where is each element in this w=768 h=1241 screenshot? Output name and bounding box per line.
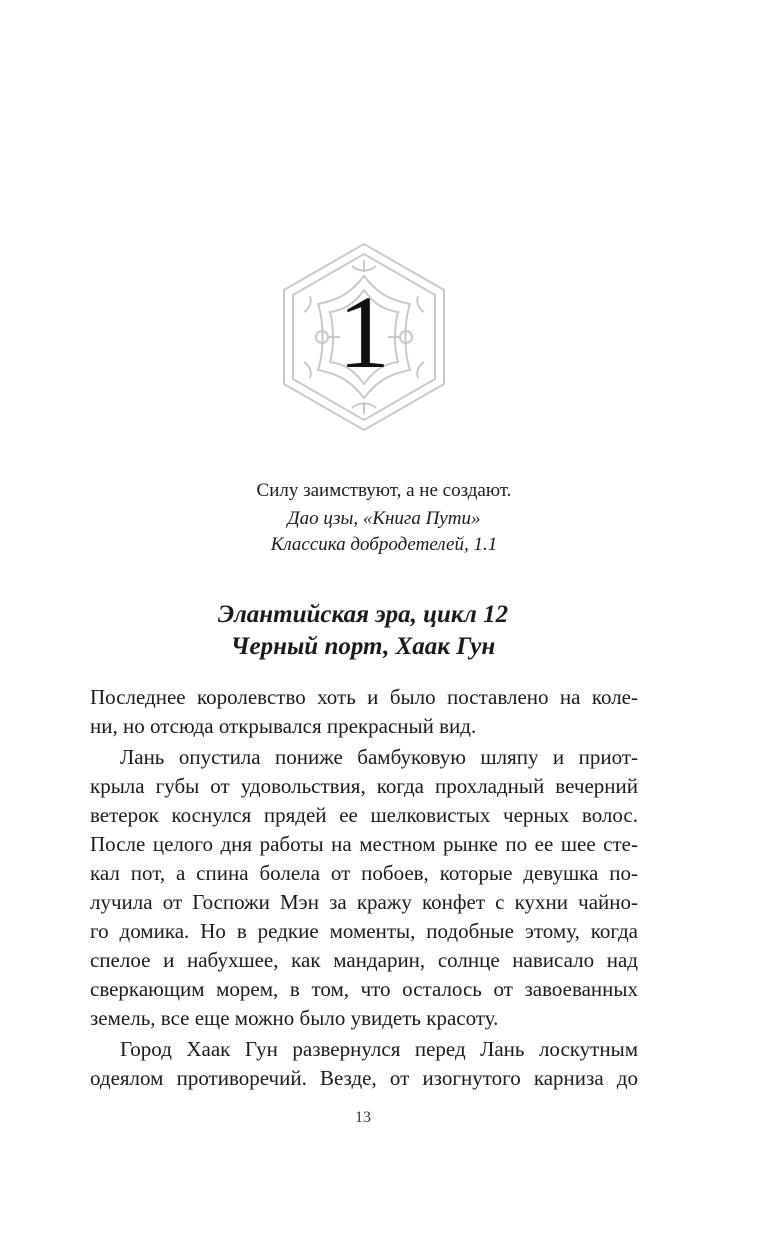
text-line: ни, но отсюда открывался прекрасный вид. xyxy=(90,714,477,738)
epigraph-source: Дао цзы, «Книга Пути» xyxy=(287,508,481,529)
text-line: лучила от Госпожи Мэн за кражу конфет с кухни чайно- xyxy=(90,890,638,914)
page-number: 13 xyxy=(355,1109,371,1126)
text-line: Город Хаак Гун развернулся перед Лань лоскутным xyxy=(120,1037,638,1061)
text-line: крыла губы от удовольствия, когда прохладный вечерний xyxy=(90,774,638,798)
text-line: После целого дня работы на местном рынке по ее шее сте- xyxy=(90,832,638,856)
text-line: сверкающим морем, в том, что осталось от завоеванных xyxy=(90,977,638,1001)
top-flourish xyxy=(352,260,376,272)
text-line: кал пот, а спина болела от побоев, которые девушка по- xyxy=(90,861,638,885)
chapter-heading-location: Черный порт, Хаак Гун xyxy=(230,633,496,660)
text-line: одеялом противоречий. Везде, от изогнутого карниза до xyxy=(90,1066,638,1090)
text-line: ветерок коснулся прядей ее шелковистых черных волос. xyxy=(90,803,638,827)
text-line: спелое и набухшее, как мандарин, солнце нависало над xyxy=(90,948,638,972)
text-line: Лань опустила пониже бамбуковую шляпу и приот- xyxy=(120,745,638,769)
body-text xyxy=(90,683,638,1093)
chapter-number: 1 xyxy=(338,275,390,390)
epigraph-source-detail: Классика добродетелей, 1.1 xyxy=(270,534,498,555)
bottom-flourish xyxy=(352,402,376,414)
text-line: земель, все еще можно было увидеть красоту. xyxy=(90,1006,499,1030)
text-line: го домика. Но в редкие моменты, подобные этому, когда xyxy=(90,919,638,943)
epigraph-quote: Силу заимствуют, а не создают. xyxy=(256,480,512,501)
chapter-heading-era: Элантийская эра, цикл 12 xyxy=(217,601,509,628)
text-line: Последнее королевство хоть и было поставлено на коле- xyxy=(90,685,638,709)
